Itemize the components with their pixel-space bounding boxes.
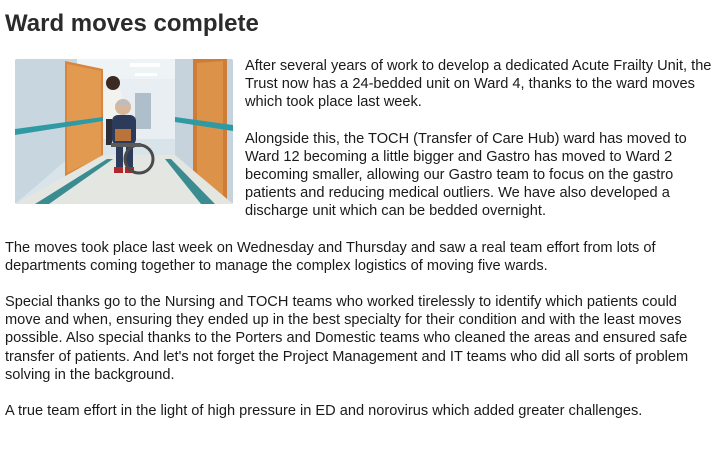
hospital-corridor-photo — [15, 59, 233, 204]
article-paragraph: A true team effort in the light of high pressure in ED and norovirus which added greater challenges. — [5, 403, 643, 420]
article-paragraph: Special thanks go to the Nursing and TOCH teams who worked tirelessly to identify which patients could move and when, ensuring they ended up in the best specialty for their condition and with the least moves possible. Also special thanks to the Porters and Domestic teams who cleaned the areas and ensured safe transfer of patients. And let's not forget the Project Management and IT teams who did all sorts of problem solving in the background. — [5, 294, 689, 383]
article-body — [5, 57, 712, 420]
article-paragraph: The moves took place last week on Wednesday and Thursday and saw a real team effort from lots of departments coming together to manage the complex logistics of moving five wards. — [5, 239, 656, 274]
article-title: Ward moves complete — [5, 10, 259, 37]
article-paragraph: After several years of work to develop a dedicated Acute Frailty Unit, the Trust now has a 24-bedded unit on Ward 4, thanks to the ward moves which took place last week. — [245, 58, 712, 111]
article-paragraph: Alongside this, the TOCH (Transfer of Care Hub) ward has moved to Ward 12 becoming a little bigger and Gastro has moved to Ward 2 becoming smaller, allowing our Gastro team to focus on the gastro patients and reducing medical outliers. We have also developed a discharge unit which can be bedded overnight. — [245, 130, 687, 220]
